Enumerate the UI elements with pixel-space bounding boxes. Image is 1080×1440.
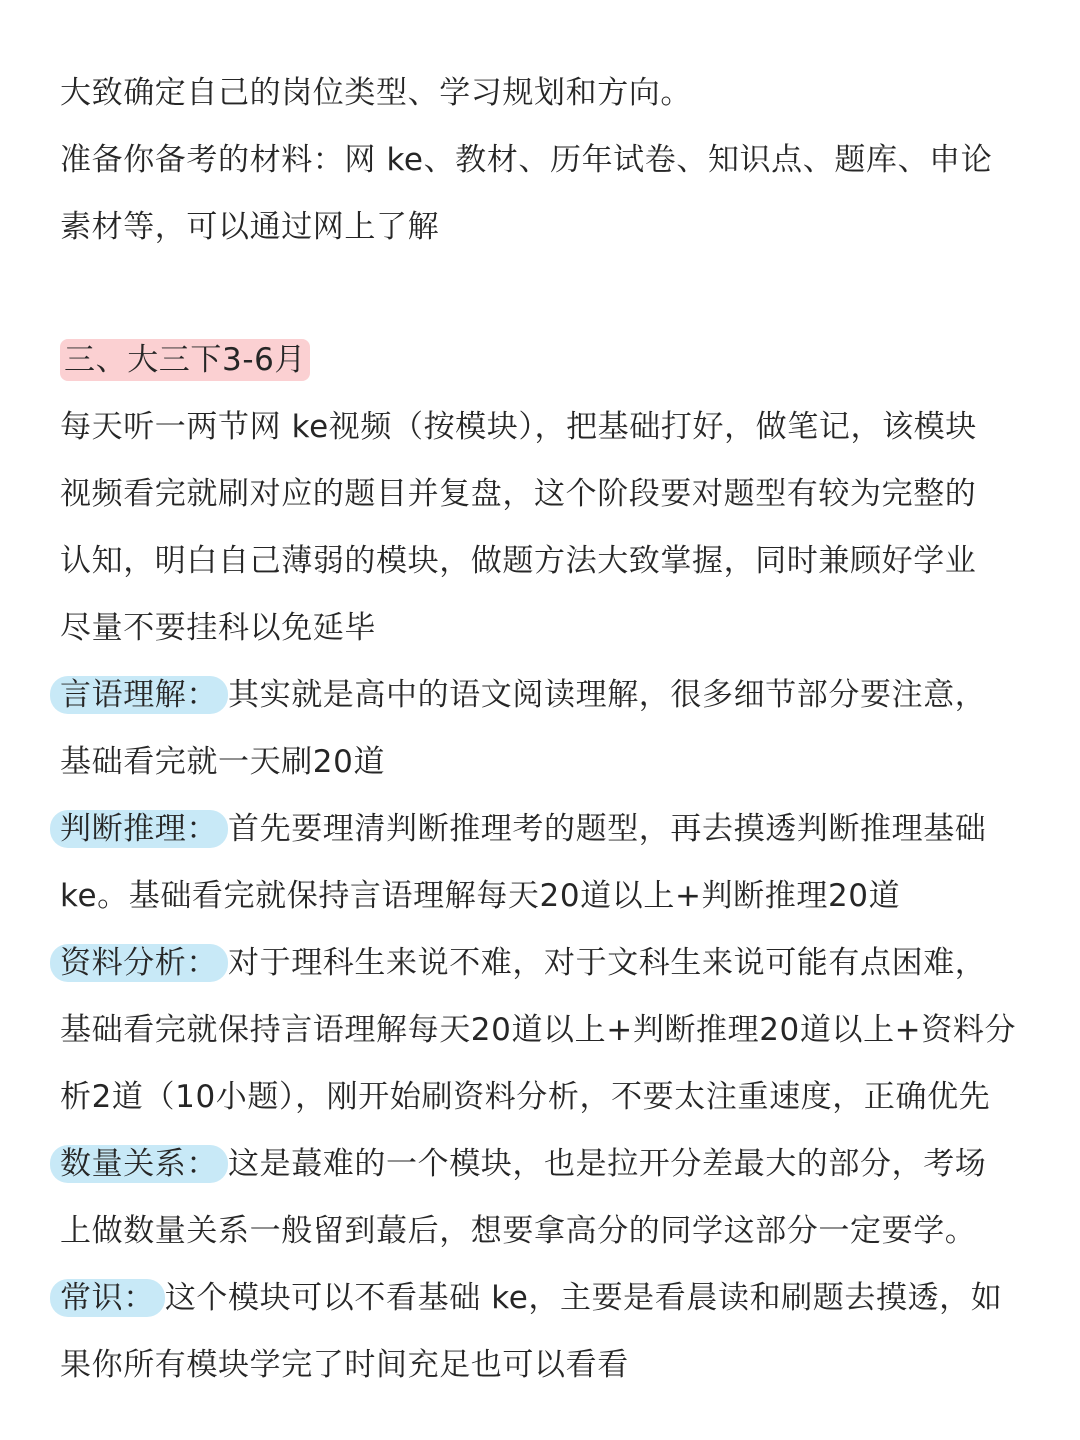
section-line: 每天听一两节网 ke视频（按模块），把基础打好，做笔记，该模块: [60, 409, 977, 445]
module-verbal-first-line: [60, 662, 1022, 729]
intro-line: 大致确定自己的岗位类型、学习规划和方向。: [60, 75, 692, 111]
module-reasoning-first-line: [60, 796, 1022, 863]
section-line: 认知，明白自己薄弱的模块，做题方法大致掌握，同时兼顾好学业: [60, 543, 977, 579]
module-label-data-analysis: 资料分析：: [50, 944, 228, 982]
module-text: 对于理科生来说不难，对于文科生来说可能有点困难，: [228, 945, 987, 981]
section-line: 尽量不要挂科以免延毕: [60, 610, 376, 646]
spacer: [60, 261, 1022, 327]
intro-line: 素材等，可以通过网上了解: [60, 209, 440, 245]
module-text-line: 基础看完就一天刷20道: [60, 744, 386, 780]
intro-line: 准备你备考的材料：网 ke、教材、历年试卷、知识点、题库、申论: [60, 142, 993, 178]
module-text-line: 果你所有模块学完了时间充足也可以看看: [60, 1347, 629, 1383]
module-text: 首先要理清判断推理考的题型，再去摸透判断推理基础: [228, 811, 987, 847]
module-text-line: 析2道（10小题），刚开始刷资料分析，不要太注重速度，正确优先: [60, 1079, 991, 1115]
module-text: 其实就是高中的语文阅读理解，很多细节部分要注意，: [228, 677, 987, 713]
module-label-quantitative: 数量关系：: [50, 1145, 228, 1183]
section-line: 视频看完就刷对应的题目并复盘，这个阶段要对题型有较为完整的: [60, 476, 977, 512]
module-text: 这个模块可以不看基础 ke，主要是看晨读和刷题去摸透，如: [164, 1280, 1003, 1316]
module-general-first-line: [60, 1265, 1022, 1332]
module-text-line: ke。基础看完就保持言语理解每天20道以上+判断推理20道: [60, 878, 901, 914]
module-data-first-line: [60, 930, 1022, 997]
module-label-reasoning: 判断推理：: [50, 810, 228, 848]
module-text: 这是蕞难的一个模块，也是拉开分差最大的部分，考场: [228, 1146, 987, 1182]
module-text-line: 上做数量关系一般留到蕞后，想要拿高分的同学这部分一定要学。: [60, 1213, 977, 1249]
section-heading-row: [60, 327, 1022, 394]
module-label-verbal: 言语理解：: [50, 676, 228, 714]
document-body: [60, 60, 1022, 1399]
module-label-general-knowledge: 常识：: [50, 1279, 165, 1317]
section-title: 三、大三下3-6月: [60, 339, 310, 381]
module-quant-first-line: [60, 1131, 1022, 1198]
module-text-line: 基础看完就保持言语理解每天20道以上+判断推理20道以上+资料分: [60, 1012, 1017, 1048]
